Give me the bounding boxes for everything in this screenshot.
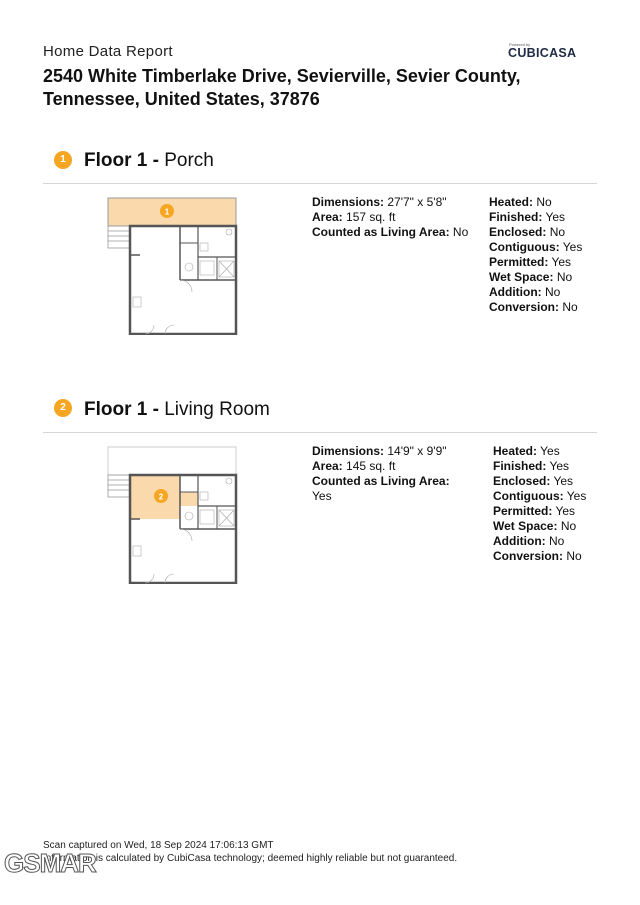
attr-value: Yes: [545, 210, 566, 224]
walls: [130, 226, 236, 334]
section-1-badge: 1: [54, 151, 72, 169]
section-2-badge: 2: [54, 399, 72, 417]
attr-label: Addition:: [489, 285, 542, 299]
report-subtitle: Home Data Report: [43, 43, 173, 60]
logo-powered-by: Powered by: [509, 42, 531, 47]
attr-label: Addition:: [493, 534, 546, 548]
disclaimer: Information is calculated by CubiCasa technology; deemed highly reliable but not guaranteed.: [43, 853, 458, 864]
section-2-floor: Floor 1 -: [84, 399, 159, 420]
fixtures: [133, 229, 234, 334]
attr-label: Enclosed:: [493, 474, 551, 488]
stairs: [108, 475, 130, 497]
logo-brand: CUBICASA: [508, 46, 577, 60]
dimensions-value: 27'7" x 5'8": [387, 195, 447, 209]
attr-label: Heated:: [493, 444, 538, 458]
living-area-value: Yes: [312, 489, 332, 503]
section-1-floor-plan: [105, 195, 240, 335]
section-1-title: [84, 150, 214, 172]
attr-value: Yes: [549, 459, 570, 473]
section-2-divider: [43, 432, 597, 433]
attr-label: Conversion:: [493, 549, 564, 563]
dimensions-label: Dimensions:: [312, 195, 385, 209]
dimensions-label: Dimensions:: [312, 444, 385, 458]
section-2-floor-plan: [105, 444, 240, 584]
attr-label: Wet Space:: [493, 519, 558, 533]
attr-label: Heated:: [489, 195, 534, 209]
living-room-area-ext: [180, 492, 198, 506]
attr-label: Finished:: [489, 210, 543, 224]
section-1-divider: [43, 183, 597, 184]
attr-label: Permitted:: [489, 255, 549, 269]
attr-label: Contiguous:: [493, 489, 564, 503]
section-1-room: Porch: [164, 150, 214, 171]
attr-value: Yes: [553, 474, 574, 488]
section-1-details: [312, 195, 482, 240]
attr-value: Yes: [562, 240, 583, 254]
attr-value: Yes: [540, 444, 560, 458]
attr-label: Conversion:: [489, 300, 560, 314]
attr-label: Permitted:: [493, 504, 553, 518]
section-2-details: [312, 444, 462, 504]
section-2-room: Living Room: [164, 399, 270, 420]
attr-value: No: [566, 549, 582, 563]
attr-label: Wet Space:: [489, 270, 554, 284]
living-area-label: Counted as Living Area:: [312, 474, 450, 488]
area-label: Area:: [312, 459, 343, 473]
attr-value: No: [560, 519, 577, 533]
area-value: 145 sq. ft: [346, 459, 396, 473]
plan-marker-2-label: 2: [158, 492, 164, 502]
attr-value: Yes: [566, 489, 587, 503]
attr-label: Enclosed:: [489, 225, 547, 239]
plan-marker-1-label: 1: [164, 207, 170, 217]
stairs: [108, 226, 130, 248]
attr-label: Finished:: [493, 459, 547, 473]
scan-timestamp: Scan captured on Wed, 18 Sep 2024 17:06:13 GMT: [43, 840, 274, 851]
area-label: Area:: [312, 210, 343, 224]
property-address: 2540 White Timberlake Drive, Sevierville, Sevier County, Tennessee, United States, 37876: [43, 66, 521, 109]
section-1-attributes: [489, 195, 599, 315]
attr-value: No: [536, 195, 552, 209]
cubicasa-logo: [508, 42, 588, 62]
section-1-floor: Floor 1 -: [84, 150, 159, 171]
attr-value: Yes: [551, 255, 572, 269]
section-2-attributes: [493, 444, 593, 564]
attr-value: No: [556, 270, 573, 284]
attr-value: No: [562, 300, 578, 314]
living-area-value: No: [452, 225, 469, 239]
attr-value: Yes: [555, 504, 576, 518]
section-2-title: [84, 399, 270, 421]
living-area-label: Counted as Living Area:: [312, 225, 450, 239]
watermark: GSMAR: [4, 848, 96, 878]
dimensions-value: 14'9" x 9'9": [387, 444, 447, 458]
attr-label: Contiguous:: [489, 240, 560, 254]
porch-outline: [108, 447, 236, 475]
attr-value: No: [545, 285, 561, 299]
area-value: 157 sq. ft: [346, 210, 396, 224]
attr-value: No: [549, 534, 565, 548]
attr-value: No: [549, 225, 566, 239]
